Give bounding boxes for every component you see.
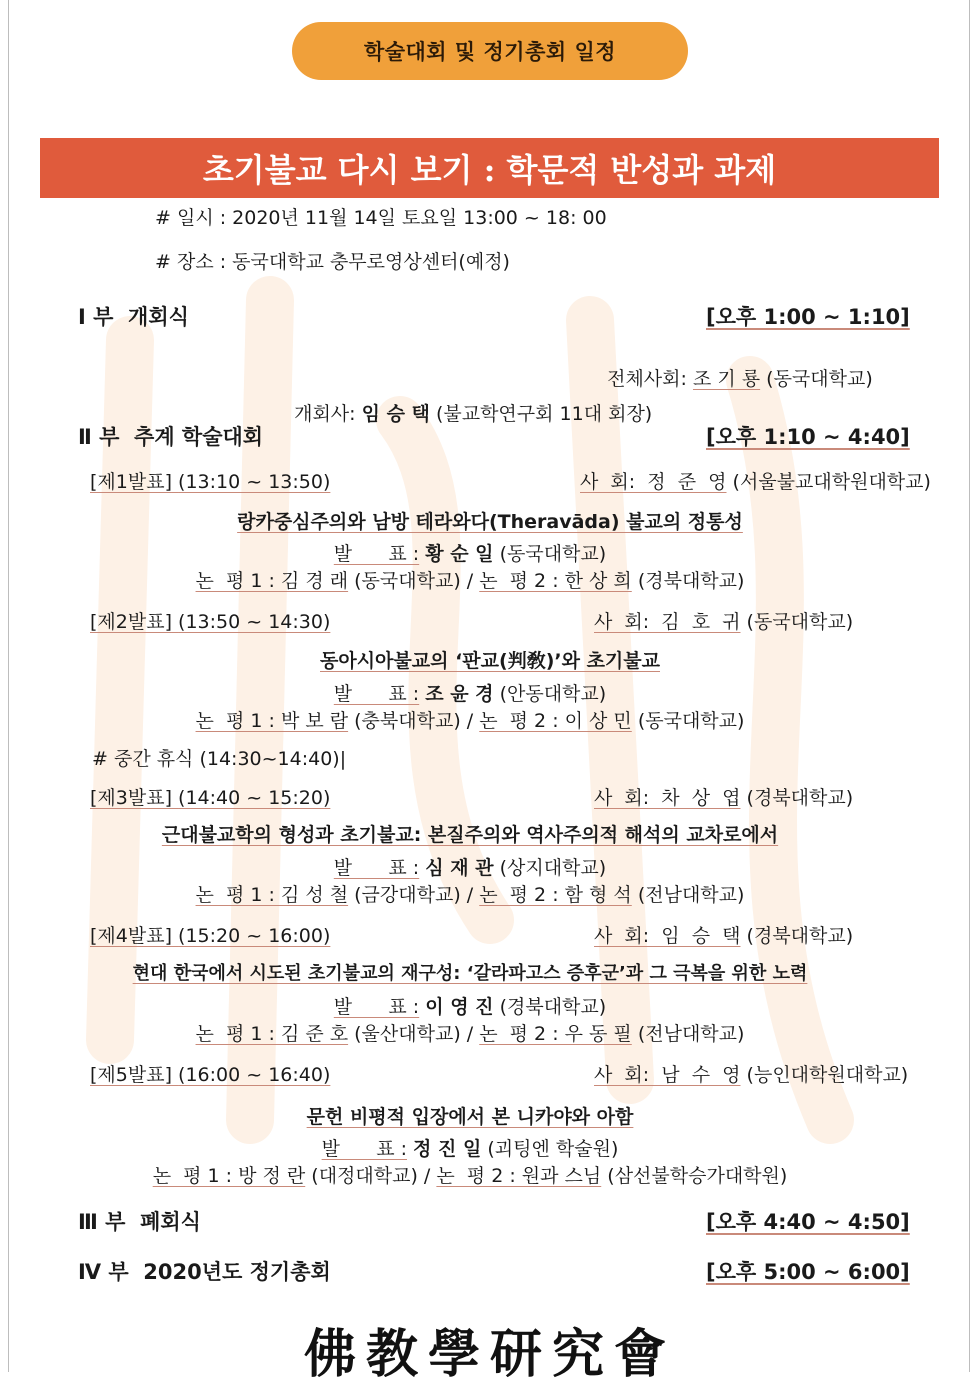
- discussant2-affiliation: (삼선불학승가대학원): [607, 1165, 788, 1187]
- part1-title: Ⅰ 부 개회식: [78, 305, 189, 329]
- discussant2: 논 평 2 : 우 동 필: [479, 1023, 632, 1045]
- talk3-presenter: [0, 856, 940, 880]
- part4-time: [오후 5:00 ~ 6:00]: [706, 1260, 910, 1284]
- chair-affiliation: (동국대학교): [746, 611, 854, 633]
- talk2-tag: [제2발표]: [90, 611, 172, 633]
- talk1-time: (13:10 ~ 13:50): [178, 471, 331, 493]
- opener-name: 임 승 택: [361, 403, 430, 425]
- talk5-header: [90, 1063, 330, 1087]
- discussant2: 논 평 2 : 한 상 희: [479, 570, 632, 592]
- discussant1-affiliation: (대정대학교): [311, 1165, 418, 1187]
- discussant2-affiliation: (전남대학교): [637, 884, 745, 906]
- talk3-discussants: 논 평 1 : 김 성 철 (금강대학교) / 논 평 2 : 함 형 석 (전남대학교): [195, 884, 745, 906]
- talk5-presenter: [0, 1137, 940, 1161]
- talk1-header: [90, 470, 330, 494]
- talk5-discussants: 논 평 1 : 방 정 란 (대정대학교) / 논 평 2 : 원과 스님 (삼선불학승가대학원): [152, 1165, 788, 1187]
- talk4-discussants: 논 평 1 : 김 준 호 (울산대학교) / 논 평 2 : 우 동 필 (전남대학교): [195, 1023, 745, 1045]
- discussant2-affiliation: (전남대학교): [637, 1023, 745, 1045]
- talk2-header: [90, 610, 330, 634]
- talk4-header: [90, 924, 330, 948]
- opener-affiliation: (불교학연구회 11대 회장): [435, 403, 653, 425]
- presenter-affiliation: (상지대학교): [499, 857, 607, 879]
- talk2-presenter: [0, 682, 940, 706]
- society-name-calligraphy: 佛教學研究會: [303, 1324, 676, 1385]
- presenter-label: 발 표 :: [333, 543, 420, 565]
- talk4-tag: [제4발표]: [90, 925, 172, 947]
- talk1-chair: [580, 470, 931, 494]
- part2-title: Ⅱ 부 추계 학술대회: [78, 425, 264, 449]
- break-line: # 중간 휴식 (14:30~14:40)|: [92, 748, 347, 770]
- discussant2: 논 평 2 : 함 형 석: [479, 884, 632, 906]
- discussant1: 논 평 1 : 김 경 래: [195, 570, 349, 592]
- discussant1-affiliation: (충북대학교): [354, 710, 461, 732]
- opener-label: 개회사:: [294, 403, 356, 425]
- talk2-title: 동아시아불교의 ‘판교(判敎)’와 초기불교: [320, 650, 660, 672]
- header-pill: 학술대회 및 정기총회 일정: [292, 22, 688, 80]
- talk3-tag: [제3발표]: [90, 787, 172, 809]
- talk2-chair: [594, 610, 853, 634]
- talk5-tag: [제5발표]: [90, 1064, 172, 1086]
- talk4-presenter: [0, 995, 940, 1019]
- presenter-name: 이 영 진: [425, 996, 494, 1018]
- talk3-chair: [594, 786, 853, 810]
- talk3-time: (14:40 ~ 15:20): [178, 787, 331, 809]
- part3-title: Ⅲ 부 폐회식: [78, 1210, 201, 1234]
- talk2-discussants: 논 평 1 : 박 보 람 (충북대학교) / 논 평 2 : 이 상 민 (동국대학교): [195, 710, 745, 732]
- chair-affiliation: (경북대학교): [746, 925, 854, 947]
- discussant1: 논 평 1 : 박 보 람: [195, 710, 349, 732]
- chair-name: 사 회: 임 승 택: [594, 925, 741, 947]
- chair-name: 사 회: 차 상 엽: [594, 787, 741, 809]
- presenter-affiliation: (괴팅엔 학술원): [487, 1138, 619, 1160]
- moderator-name: 조 기 룡: [692, 368, 761, 390]
- conference-title-banner: 초기불교 다시 보기 : 학문적 반성과 과제: [40, 138, 939, 198]
- discussant2-affiliation: (동국대학교): [637, 710, 745, 732]
- moderator-affiliation: (동국대학교): [766, 368, 873, 390]
- chair-affiliation: (경북대학교): [746, 787, 854, 809]
- discussant1: 논 평 1 : 김 준 호: [195, 1023, 349, 1045]
- discussant1-affiliation: (금강대학교): [354, 884, 461, 906]
- discussant2-affiliation: (경북대학교): [637, 570, 745, 592]
- presenter-label: 발 표 :: [333, 996, 420, 1018]
- part1-opener: [282, 378, 652, 426]
- talk5-chair: [594, 1063, 908, 1087]
- chair-name: 사 회: 김 호 귀: [594, 611, 741, 633]
- discussant1: 논 평 1 : 김 성 철: [195, 884, 349, 906]
- date-line: # 일시 : 2020년 11월 14일 토요일 13:00 ~ 18: 00: [155, 207, 607, 229]
- talk4-chair: [594, 924, 853, 948]
- talk1-title: 랑카중심주의와 남방 테라와다(Theravāda) 불교의 정통성: [237, 511, 743, 533]
- talk5-title: 문헌 비평적 입장에서 본 니카야와 아함: [306, 1106, 634, 1128]
- chair-name: 사 회: 정 준 영: [580, 471, 727, 493]
- discussant2: 논 평 2 : 이 상 민: [479, 710, 632, 732]
- talk5-time: (16:00 ~ 16:40): [178, 1064, 331, 1086]
- moderator-label: 전체사회:: [607, 368, 687, 390]
- presenter-name: 정 진 일: [413, 1138, 482, 1160]
- discussant1: 논 평 1 : 방 정 란: [152, 1165, 306, 1187]
- place-line: # 장소 : 동국대학교 충무로영상센터(예정): [155, 251, 510, 273]
- part3-time: [오후 4:40 ~ 4:50]: [706, 1210, 910, 1234]
- part1-time: [오후 1:00 ~ 1:10]: [706, 305, 910, 329]
- chair-affiliation: (서울불교대학원대학교): [732, 471, 931, 493]
- talk1-tag: [제1발표]: [90, 471, 172, 493]
- talk3-title: 근대불교학의 형성과 초기불교: 본질주의와 역사주의적 해석의 교차로에서: [161, 824, 779, 846]
- presenter-label: 발 표 :: [333, 857, 420, 879]
- talk4-title: 현대 한국에서 시도된 초기불교의 재구성: ‘갈라파고스 증후군’과 그 극복을 위한 노력: [132, 963, 808, 984]
- discussant1-affiliation: (울산대학교): [354, 1023, 461, 1045]
- talk2-time: (13:50 ~ 14:30): [178, 611, 331, 633]
- chair-affiliation: (능인대학원대학교): [746, 1064, 909, 1086]
- presenter-name: 심 재 관: [425, 857, 494, 879]
- presenter-name: 조 윤 경: [425, 683, 494, 705]
- part4-title: Ⅳ 부 2020년도 정기총회: [78, 1260, 331, 1284]
- presenter-affiliation: (안동대학교): [499, 683, 607, 705]
- discussant1-affiliation: (동국대학교): [354, 570, 461, 592]
- talk1-discussants: 논 평 1 : 김 경 래 (동국대학교) / 논 평 2 : 한 상 희 (경북대학교): [195, 570, 745, 592]
- presenter-label: 발 표 :: [321, 1138, 407, 1160]
- talk1-presenter: [0, 542, 940, 566]
- discussant2: 논 평 2 : 원과 스님: [436, 1165, 602, 1187]
- talk3-header: [90, 786, 330, 810]
- presenter-label: 발 표 :: [333, 683, 420, 705]
- presenter-affiliation: (동국대학교): [499, 543, 607, 565]
- talk4-time: (15:20 ~ 16:00): [178, 925, 331, 947]
- part2-time: [오후 1:10 ~ 4:40]: [706, 425, 910, 449]
- presenter-affiliation: (경북대학교): [499, 996, 607, 1018]
- chair-name: 사 회: 남 수 영: [594, 1064, 741, 1086]
- presenter-name: 황 순 일: [425, 543, 494, 565]
